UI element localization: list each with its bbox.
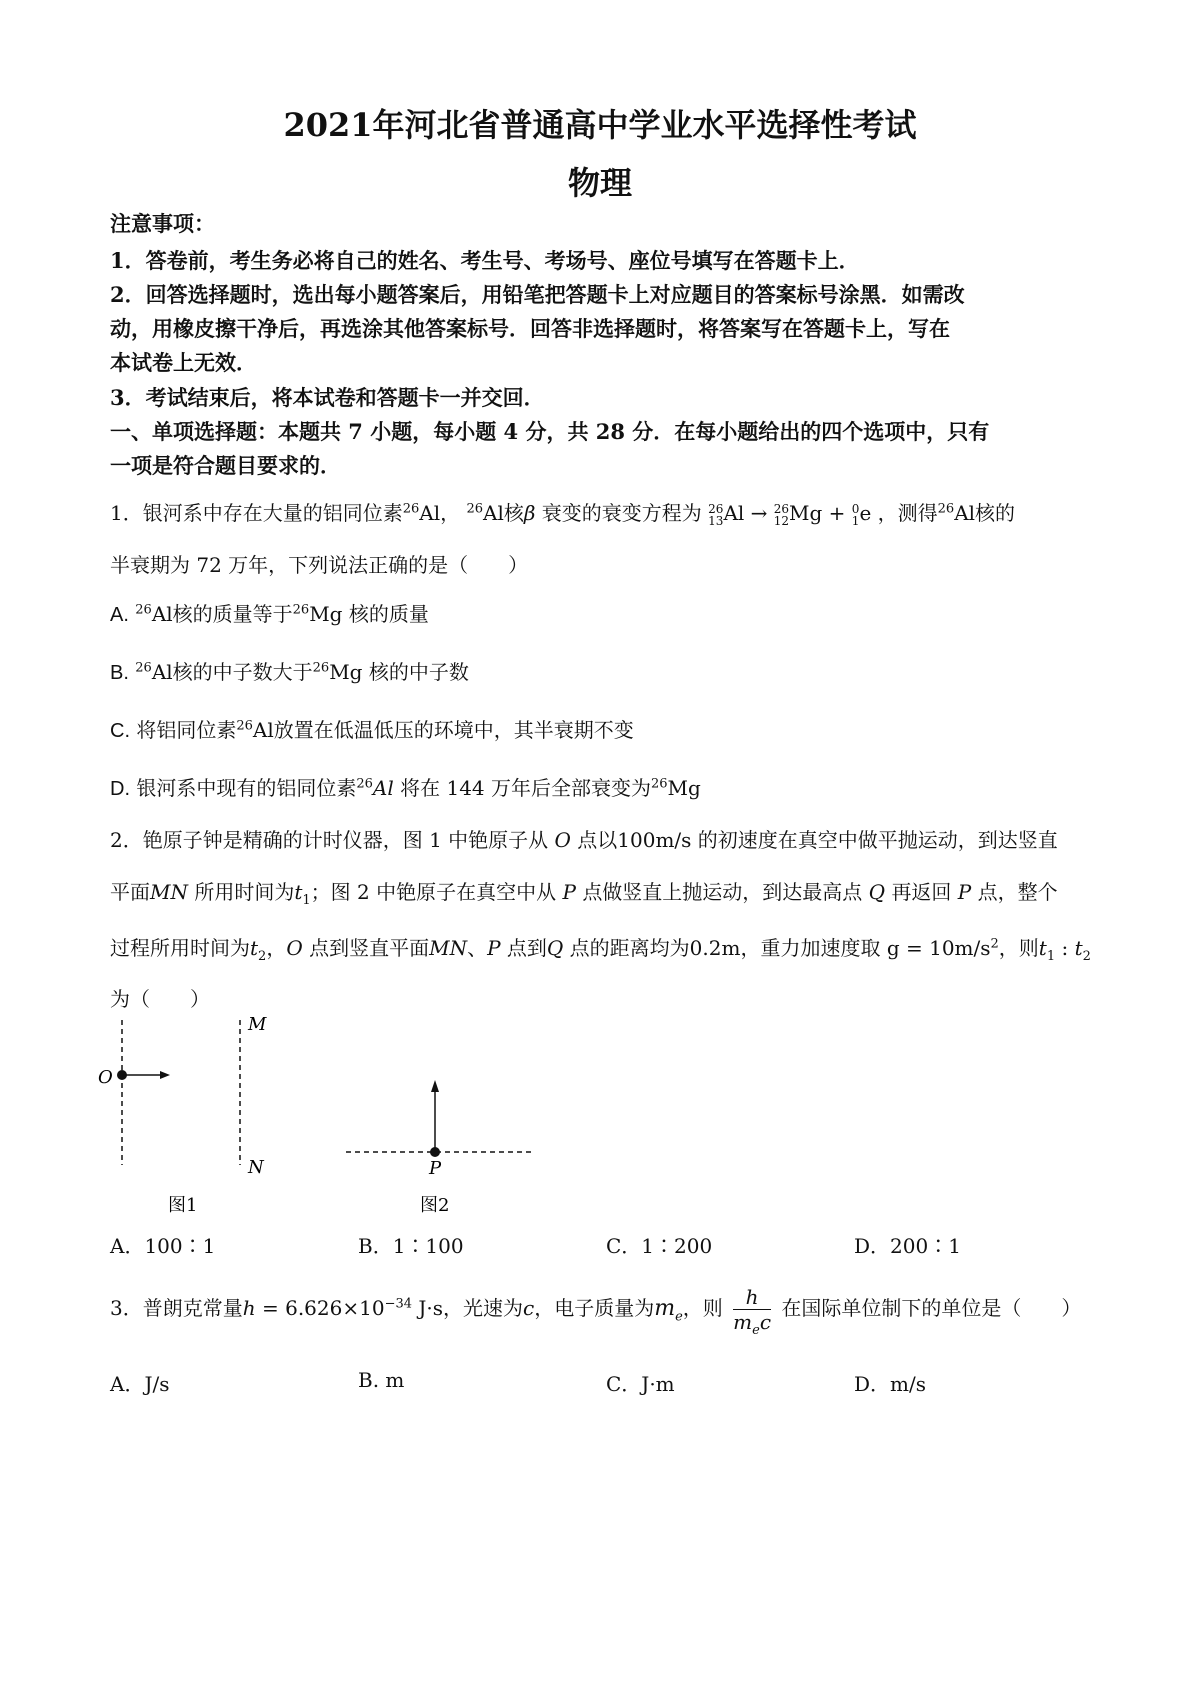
q3-option-d[interactable]: D．m/s <box>854 1372 927 1396</box>
fig1-arrowhead <box>160 1071 170 1079</box>
q2-option-c[interactable]: C．1∶200 <box>606 1234 713 1258</box>
q2-line-1: 2．铯原子钟是精确的计时仪器，图 1 中铯原子从 O 点以100m/s 的初速度在真空中做平抛运动，到达竖直 <box>110 828 1058 852</box>
section-heading-line-2: 一项是符合题目要求的． <box>110 453 341 478</box>
q3-option-c[interactable]: C．J·m <box>606 1372 675 1396</box>
q1-option-c[interactable]: C. 将铝同位素$^{26}$Al放置在低温低压的环境中，其半衰期不变 <box>110 718 634 742</box>
exam-title: 2021年河北省普通高中学业水平选择性考试 <box>283 106 917 144</box>
q3-option-b[interactable]: B. m <box>358 1368 405 1392</box>
note-item-3: 3．考试结束后，将本试卷和答题卡一并交回． <box>110 385 545 410</box>
q3-option-a[interactable]: A．J/s <box>110 1372 170 1396</box>
note-item-2-line-2: 动，用橡皮擦干净后，再选涂其他答案标号．回答非选择题时，将答案写在答题卡上，写在 <box>110 316 950 341</box>
q1-option-d[interactable]: D. 银河系中现有的铝同位素$^{26}$Al 将在 144 万年后全部衰变为$^{26}$Mg <box>110 776 701 800</box>
q2-line-2: 平面MN 所用时间为$t_1$；图 2 中铯原子在真空中从 P 点做竖直上抛运动，到达最高点 Q 再返回 P 点，整个 <box>110 880 1058 908</box>
q1-option-a[interactable]: A. $^{26}$Al核的质量等于$^{26}$Mg 核的质量 <box>110 602 429 626</box>
q2-option-a[interactable]: A．100∶1 <box>110 1234 216 1258</box>
note-item-2-line-3: 本试卷上无效． <box>110 350 257 375</box>
q2-line-3: 过程所用时间为$t_2$，O 点到竖直平面MN、P 点到Q 点的距离均为0.2m，重力加速度取 $g = 10m/s^2$，则$t_1$ : $t_2$ <box>110 936 1091 964</box>
q2-line-4: 为（ ） <box>110 987 210 1011</box>
q1-line-2: 半衰期为 72 万年，下列说法正确的是（ ） <box>110 553 529 577</box>
q3-line: 3．普朗克常量$h = 6.626\times 10^{-34}$ J·s，光速为c，电子质量为$m_e$，则 $\frac{h}{m_ec}$ 在国际单位制下的单位是（ ） <box>110 1285 1082 1338</box>
fig1-label-n: N <box>248 1157 264 1178</box>
note-item-1: 1．答卷前，考生务必将自己的姓名、考生号、考场号、座位号填写在答题卡上． <box>110 248 860 273</box>
fig1-label-o: O <box>98 1067 113 1088</box>
subject-title: 物理 <box>567 164 632 202</box>
section-heading-line-1: 一、单项选择题：本题共 7 小题，每小题 4 分，共 28 分．在每小题给出的四个选项中，只有 <box>110 419 990 444</box>
q2-option-d[interactable]: D．200∶1 <box>854 1234 961 1258</box>
fig2-arrowhead <box>431 1080 439 1092</box>
fig2-caption: 图2 <box>420 1195 450 1216</box>
q1-option-b[interactable]: B. $^{26}$Al核的中子数大于$^{26}$Mg 核的中子数 <box>110 660 469 684</box>
q1-line-1: 1．银河系中存在大量的铝同位素$^{26}$Al， $^{26}$Al核β 衰变的衰变方程为 26 13Al → 26 12Mg + 0 1e ，测得$^{26}$Al核的 <box>110 501 1016 528</box>
fig1-label-m: M <box>248 1014 267 1035</box>
notes-heading: 注意事项： <box>110 211 215 236</box>
fig1-caption: 图1 <box>168 1195 198 1216</box>
q2-option-b[interactable]: B．1∶100 <box>358 1234 464 1258</box>
q2-figures <box>90 1010 560 1220</box>
note-item-2-line-1: 2．回答选择题时，选出每小题答案后，用铅笔把答题卡上对应题目的答案标号涂黑．如需改 <box>110 282 965 307</box>
q3-fraction: $\frac{h}{m_ec}$ <box>733 1285 772 1338</box>
fig2-label-p: P <box>429 1158 442 1179</box>
